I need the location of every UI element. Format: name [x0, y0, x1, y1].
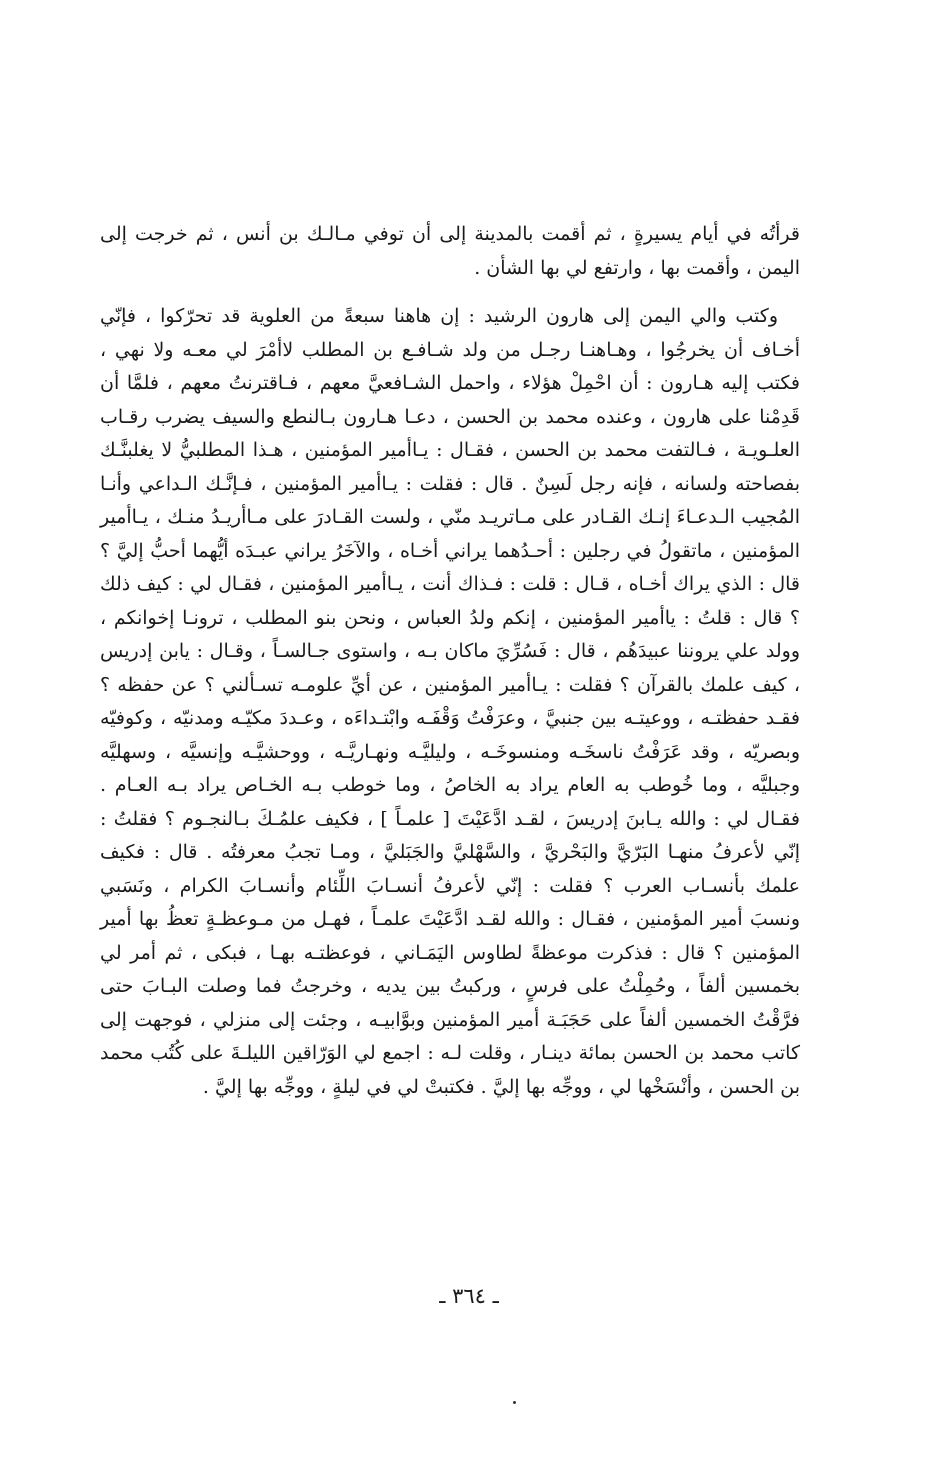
paragraph-2-text: وكتب والي اليمن إلى هارون الرشيد : إن هاهنا سبعةً من العلوية قد تحرّكوا ، فإنّي أخـاف أن يخرجُوا ، وهـاهنـا رجـل من ولد شـافـع بن المطلب لاأمْرَ لي معـه ولا نهي ، فكتب إليه هـارون : أن احْمِلْ هؤلاء ، واحمل الشـافعيَّ معهم ، فـاقترنتُ معهم ، فلمَّا أن قَدِمْنا على هارون ، وعنده محمد بن الحسن ، دعـا هـارون بـالنطع والسيف يضرب رقـاب العلـويـة ، فـالتفت محمد بن الحسن ، فقـال : يـاأمير المؤمنين ، هـذا المطلبيُّ لا يغلبنَّـك بفصاحته ولسانه ، فإنه رجل لَسِنٌ . قال : فقلت : يـاأمير المؤمنين ، فـإنَّـك الـداعي وأنـا المُجيب الـدعـاءَ إنـك القـادر على مـاتريـد منّي ، ولست القـادرَ على مـاأريـدُ منـك ، يـاأمير المؤمنين ، ماتقولُ في رجلين : أحـدُهما يراني أخـاه ، والآخَرُ يراني عبـدَه أيُّهما أحبُّ إليَّ ؟ قال : الذي يراك أخـاه ، قـال : قلت : فـذاك أنت ، يـاأمير المؤمنين ، فقـال لي : كيف ذلك ؟ قال : قلتُ : ياأمير المؤمنين ، إنكم ولدُ العباس ، ونحن بنو المطلب ، ترونـا إخوانكم ، وولد علي يروننا عبيدَهُم ، قال : فَسُرِّيَ ماكان بـه ، واستوى جـالسـاً ، وقـال : يابن إدريس ، كيف علمك بالقرآن ؟ فقلت : يـاأمير المؤمنين ، عن أيِّ علومـه تسـألني ؟ عن حفظه ؟ فقـد حفظتـه ، ووعيتـه بين جنبيَّ ، وعرَفْتُ وَقْفَـه وابْتـداءَه ، وعـددَ مكيّـه ومدنيّه ، وكوفيّه وبصريّه ، وقد عَرَفْتُ ناسخَـه ومنسوخَـه ، وليليَّـه ونهـاريَّـه ، ووحشيَّـه وإنسيَّه ، وسهليَّه وجبليَّه ، وما خُوطب به العام يراد به الخاصُ ، وما خوطب بـه الخـاص يراد بـه العـام . فقـال لي : والله يـابنَ إدريسَ ، لقـد ادَّعَيْتَ [ علمـاً ] ، فكيف علمُـكَ بـالنجـوم ؟ فقلتُ : إنّي لأعرفُ منهـا البَرّيَّ والبَحْريَّ ، والسَّهْليَّ والجَبَليَّ ، ومـا تجبُ معرفتُه . قال : فكيف علمك بأنسـاب العرب ؟ فقلت : إنّي لأعرفُ أنسـابَ اللِّئام وأنسـابَ الكرام ، ونَسَبي ونسبَ أمير المؤمنين ، فقـال : والله لقـد ادَّعَيْتَ علمـاً ، فهـل من مـوعظـةٍ تعظُ بها أمير المؤمنين ؟ قال : فذكرت موعظةً لطاوس اليَمَـاني ، فوعظتـه بهـا ، فبكى ، ثم أمر لي بخمسين ألفاً ، وحُمِلْتُ على فرسٍ ، وركبتُ بين يديه ، وخرجتُ فما وصلت البـابَ حتى فرَّقْتُ الخمسين ألفاً على حَجَبَـة أمير المؤمنين وبوَّابيـه ، وجئت إلى منزلي ، فوجهت إلى كاتب محمد بن الحسن بمائة دينـار ، وقلت لـه : اجمع لي الوَرّاقين الليلـةَ على كُتُب محمد بن الحسن ، وأنْسَخْها لي ، ووجِّه بها إليَّ . فكتبتْ لي في ليلةٍ ، ووجِّه بها إليَّ . — [100, 305, 800, 1098]
paragraph-2 — [100, 300, 800, 1104]
paragraph-1 — [100, 218, 800, 285]
paragraph-1-text: قرأتُه في أيام يسيرةٍ ، ثم أقمت بالمدينة إلى أن توفي مـالـك بن أنس ، ثم خرجت إلى اليمن ، وأقمت بها ، وارتفع لي بها الشأن . — [100, 223, 800, 279]
page-number: ـ ٣٦٤ ـ — [439, 1284, 499, 1308]
scan-speck — [513, 1401, 516, 1404]
